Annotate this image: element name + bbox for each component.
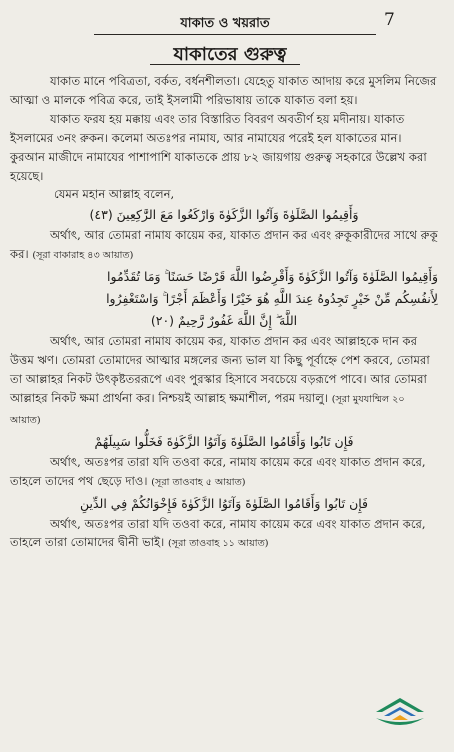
publisher-logo-icon — [372, 690, 428, 730]
paragraph-2: যাকাত ফরয হয় মক্কায় এবং তার বিস্তারিত বিবরণ অবতীর্ণ হয় মদীনায়। যাকাত ইসলামের ৩নং রুকন। কলেমা অতঃপর নামায, আর নামাযের পরেই হল যাকাতের মান। কুরআন মাজীদে নামাযের পাশাপাশি যাকাতকে প্রায় ৮২ জায়গায় গুরুত্ব সহকারে উল্লেখ করা হয়েছে। — [10, 111, 427, 183]
header-rule — [94, 34, 376, 35]
citation-2: (সূরা মুযযাম্মিল ২০ আয়াত) — [10, 393, 405, 426]
quote-intro: যেমন মহান আল্লাহ বলেন, — [54, 187, 175, 202]
translation-4a: অর্থাৎ, অতঃপর তারা যদি তওবা করে, নামায কায়েম করে এবং যাকাত প্রদান করে, — [50, 516, 426, 531]
translation-3 — [10, 453, 438, 493]
translation-4b — [10, 533, 438, 554]
citation-1: (সূরা বাকারাহ ৪৩ আয়াত) — [32, 250, 134, 262]
translation-1-text: অর্থাৎ, আর তোমরা নামায কায়েম কর, যাকাত প্রদান কর এবং রুকূকারীদের সাথে রুকূ কর। — [10, 228, 438, 262]
running-title: যাকাত ও খয়রাত — [180, 16, 270, 31]
translation-4b-text: তাহলে তারা তোমাদের দ্বীনী ভাই। — [10, 535, 165, 550]
translation-1 — [10, 226, 438, 266]
citation-3: (সূরা তাওবাহ ৫ আয়াত) — [151, 476, 246, 488]
paragraph-1: যাকাত মানে পবিত্রতা, বর্কত, বর্ধনশীলতা। যেহেতু যাকাত আদায় করে মুসলিম নিজের আত্মা ও মালকে পবিত্র করে, তাই ইসলামী পরিভাষায় তাকে যাকাত বলা হয়। — [10, 74, 437, 107]
arabic-verse-4: فَإِن تَابُوا وَأَقَامُوا الصَّلَوٰةَ وَآتَوُا الزَّكَوٰةَ فَإِخْوَانُكُمْ فِي الدِّينِ — [79, 495, 369, 511]
arabic-verse-2b: لِأَنفُسِكُم مِّنْ خَيْرٍ تَجِدُوهُ عِندَ اللَّهِ هُوَ خَيْرًا وَأَعْظَمَ أَجْرًا ۚ وَاسْتَغْفِرُوا — [106, 291, 438, 307]
arabic-verse-2a: وَأَقِيمُوا الصَّلَوٰةَ وَآتُوا الزَّكَوٰةَ وَأَقْرِضُوا اللَّهَ قَرْضًا حَسَنًا ۚ وَمَا تُقَدِّمُوا — [107, 269, 438, 285]
translation-3-text: অর্থাৎ, অতঃপর তারা যদি তওবা করে, নামায কায়েম করে এবং যাকাত প্রদান করে, তাহলে তাদের পথ ছেড়ে দাও। — [10, 454, 426, 488]
translation-2 — [10, 332, 438, 431]
page-body — [10, 72, 438, 554]
page-number: 7 — [384, 10, 395, 30]
arabic-verse-2c: اللَّهَ ۖ إِنَّ اللَّهَ غَفُورٌ رَّحِيمٌ (٢٠) — [150, 313, 298, 329]
translation-2-text: অর্থাৎ, আর তোমরা নামায কায়েম কর, যাকাত প্রদান কর এবং আল্লাহকে দান কর উত্তম ঋণ। তোমরা তোমাদের আত্মার মঙ্গলের জন্য ভাল যা কিছু পূর্বাহ্নে পেশ করবে, তোমরা তা আল্লাহর নিকট উৎকৃষ্টতররূপে এবং পুরস্কার হিসাবে সবচেয়ে বড়রূপে পাবে। আর তোমরা আল্লাহর নিকট ক্ষমা প্রার্থনা কর। নিশ্চয়ই আল্লাহ ক্ষমাশীল, পরম দয়ালু। — [10, 334, 430, 405]
citation-4: (সূরা তাওবাহ ১১ আয়াত) — [168, 538, 269, 550]
section-heading: যাকাতের গুরুত্ব — [173, 44, 287, 65]
heading-underline — [150, 64, 300, 65]
running-header — [0, 6, 454, 36]
arabic-verse-1: وَأَقِيمُوا الصَّلَوٰةَ وَآتُوا الزَّكَوٰةَ وَارْكَعُوا مَعَ الرَّٰكِعِينَ (٤٣) — [89, 207, 359, 223]
arabic-verse-3: فَإِن تَابُوا وَأَقَامُوا الصَّلَوٰةَ وَآتَوُا الزَّكَوٰةَ فَخَلُّوا سَبِيلَهُمْ — [94, 433, 354, 449]
